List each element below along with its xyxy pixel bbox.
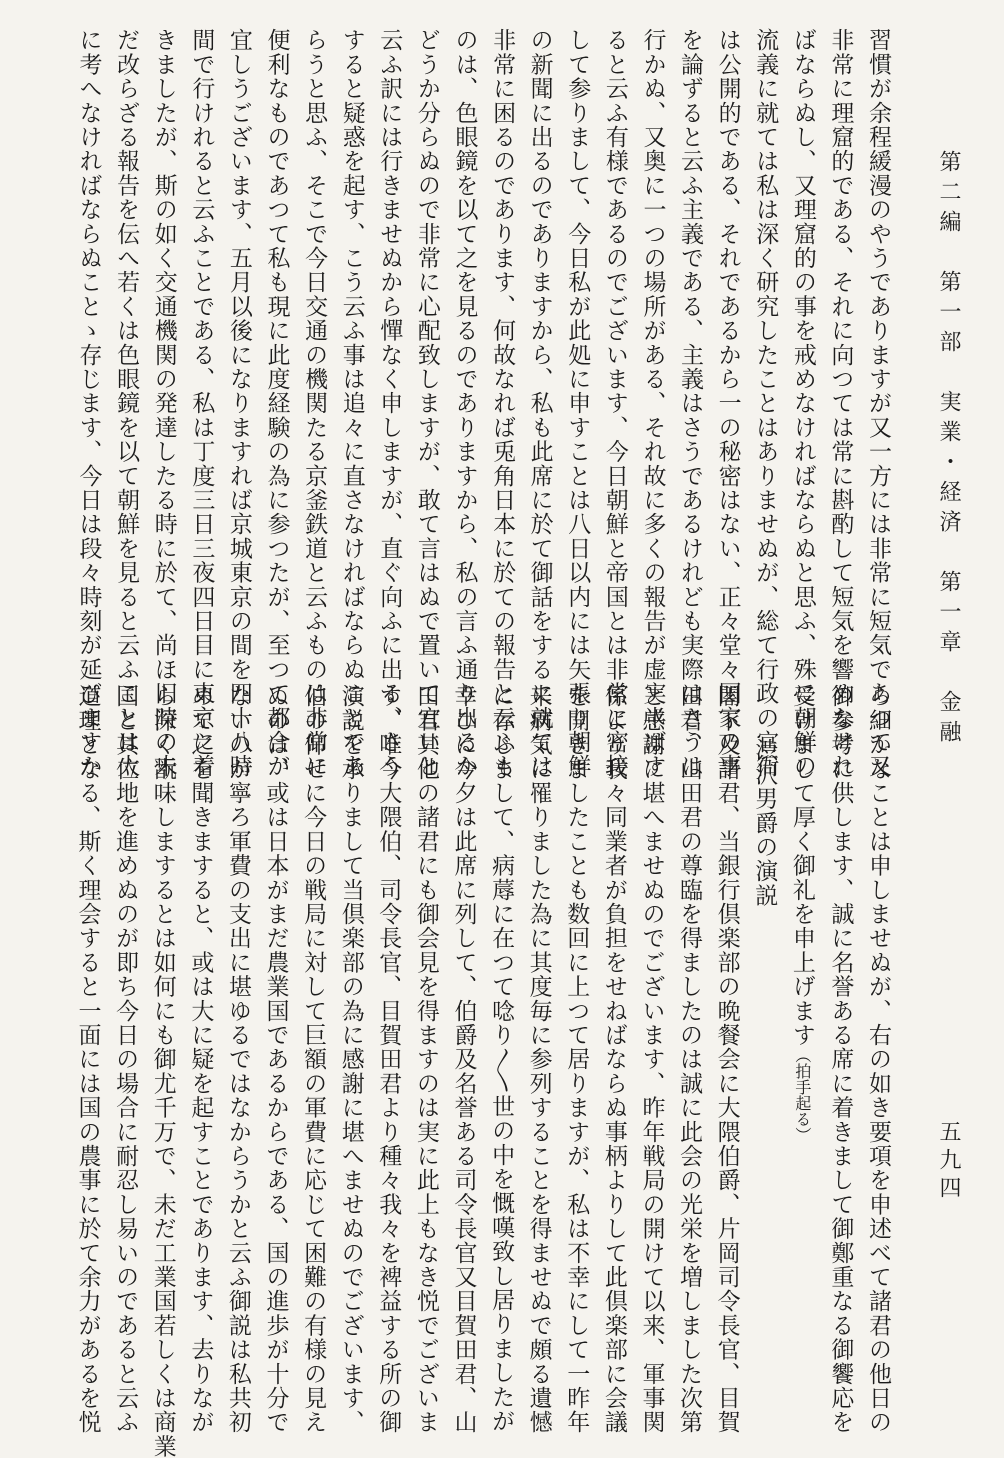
text-line: 間で行けれると云ふことである、私は丁度三日三夜四日目に東京に着: [188, 28, 215, 779]
text-line: ら細かなことは申しませぬが、右の如き要項を申述べて諸君の他日の: [865, 684, 891, 1435]
speech-line: と感謝に堪へませぬのでございます、昨年戦局の開けて以来、軍事関: [638, 684, 665, 1435]
text-line: どうか分らぬので非常に心配致しますが、敢て言はぬで置いて宜いと: [413, 28, 440, 779]
speech-line: 田君、山田君の尊臨を得ましたのは誠に此会の光栄を増しました次第: [676, 684, 703, 1435]
speech-line: を開きましたことも数回に上つて居りますが、私は不幸にして一昨年: [563, 684, 590, 1435]
speech-line: 演説を承りまして当倶楽部の為に感謝に堪へませぬのでございます、: [337, 684, 364, 1435]
text-line: 御参考に供します、誠に名誉ある席に着きまして御鄭重なる御饗応を: [827, 684, 854, 1435]
text-line: きましたが、斯の如く交通機関の発達したる時に於て、尚ほ旧時の未: [150, 28, 177, 779]
text-line: 宜しうございます、五月以後になりますれば京城東京の間を四十八時: [225, 28, 252, 779]
speech-line: 来病気に罹りました為に其度毎に参列することを得ませぬで頗る遺憾: [525, 684, 552, 1435]
text-line: は公開的である、それであるから一の秘密はない、正々堂々国家の事: [714, 28, 741, 779]
speech-line: ら深く翫味しまするとは如何にも御尤千万で、未だ工業国若しくは商業: [149, 684, 176, 1458]
text-block-upper: [75, 28, 896, 779]
speech-line: 幸ひに今夕は此席に列して、伯爵及名誉ある司令長官又目賀田君、山: [450, 684, 477, 1435]
speech-line: 閣下及諸君、当銀行倶楽部の晩餐会に大隈伯爵、片岡司令長官、目賀: [713, 684, 740, 1435]
applause-note: （拍手起る）: [792, 1047, 812, 1143]
text-line: に考へなければならぬことゝ存じます、今日は段々時刻が延びますか: [75, 28, 102, 779]
text-line: 流義に就ては私は深く研究したことはありませぬが、総て行政の官衙: [752, 28, 779, 779]
text-line: のは、色眼鏡を以て之を見るのでありますから、私の言ふ通り出るか: [451, 28, 478, 779]
text-line: 習慣が余程緩漫のやうでありますが又一方には非常に短気であつて又: [865, 28, 891, 779]
text-line: ると云ふ有様であるのでございます、今日朝鮮と帝国とは非常に密接: [601, 28, 628, 779]
text-line: だ改らざる報告を伝へ若くは色眼鏡を以て朝鮮を見ると云ふことは大: [113, 28, 140, 779]
text-line: を論ずると云ふ主義である、主義はさうであるけれども実際はさうは: [677, 28, 704, 779]
text-block-lower: [74, 684, 896, 1458]
text-line: らうと思ふ、そこで今日交通の機関たる京釜鉄道と云ふものは非常に: [301, 28, 328, 779]
text-line: ばならぬし、又理窟的の事を戒めなければならぬと思ふ、殊に朝鮮の: [789, 28, 816, 779]
text-line: 行かぬ、又奥に一つの場所がある、それ故に多くの報告が虚実半ばす: [639, 28, 666, 779]
speech-line: 係より我々同業者が負担をせねばならぬ事柄よりして此倶楽部に会議: [600, 684, 627, 1435]
speech-line: 田君其他の諸君にも御会見を得ますのは実に此上もなき悦でございま: [412, 684, 439, 1435]
text-line: 云ふ訳には行きませぬから憚なく申しますが、直ぐ向ふに出る、さう: [376, 28, 403, 779]
speech-line: に存じまして、病蓐に在つて唸り〱世の中を慨嘆致し居りましたが: [488, 684, 515, 1433]
speech-line: す、唯今大隈伯、司令長官、目賀田君より種々我々を裨益する所の御: [375, 684, 402, 1435]
speech-title: 渋沢男爵の演説: [751, 738, 778, 908]
applause-line-text: 受けまして厚く御礼を申上げます: [788, 684, 815, 1047]
page-number: 五九四: [936, 1120, 961, 1204]
speech-line: 国と其位地を進めぬのが即ち今日の場合に耐忍し易いのであると云ふ: [112, 684, 139, 1435]
speech-line: めて之を聞きますると、或は大に疑を起すことであります、去りなが: [187, 684, 214, 1435]
speech-line: 道理となる、斯く理会すると一面には国の農事に於て余力があるを悦: [74, 684, 101, 1435]
speech-line: ぬのは、或は日本がまだ農業国であるからである、国の進歩が十分で: [262, 684, 289, 1435]
speech-line: 伯の仰せに今日の戦局に対して巨額の軍費に応じて困難の有様の見え: [300, 684, 327, 1435]
text-line: 非常に理窟的である、それに向つては常に斟酌して短気を響めなけれ: [827, 28, 854, 779]
applause-line: [782, 684, 821, 1384]
speech-line: ないのが寧ろ軍費の支出に堪ゆるではなからうかと云ふ御説は私共初: [224, 684, 251, 1435]
text-line: 非常に困るのであります、何故なれば兎角日本に於ての報告と云ふも: [489, 28, 516, 779]
text-line: すると疑惑を起す、こう云ふ事は追々に直さなければならぬことであ: [338, 28, 365, 779]
text-line: して参りまして、今日私が此処に申すことは八日以内には矢張り朝鮮: [564, 28, 591, 779]
text-line: の新聞に出るのでありますから、私も此席に於て御話をするに就ては: [526, 28, 553, 779]
running-header: 第二編 第一部 実業・経済 第一章 金融: [936, 150, 961, 750]
text-line: 便利なものであつて私も現に此度経験の為に参つたが、至つて都合が: [263, 28, 290, 779]
